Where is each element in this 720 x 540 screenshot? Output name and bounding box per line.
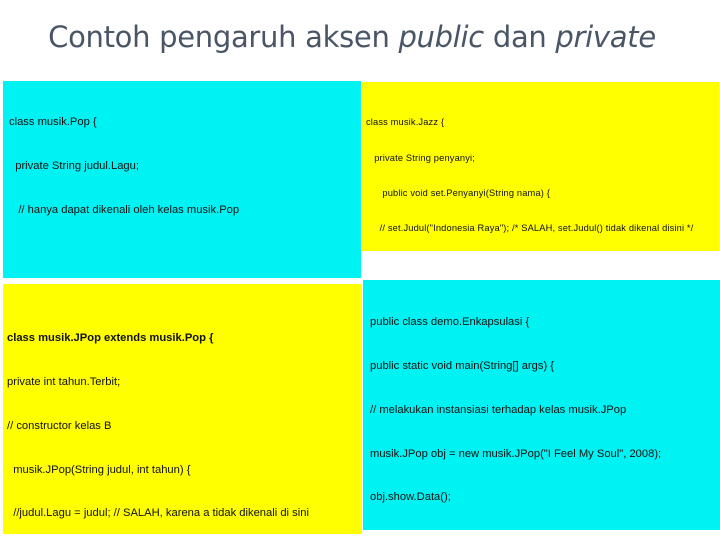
code-box-demo-enkapsulasi: [363, 280, 720, 530]
code-box-musik-jpop: [3, 284, 362, 534]
code-line: musik.JPop(String judul, int tahun) {: [7, 463, 191, 476]
code-box-musik-pop: [3, 81, 361, 278]
code-line: private String judul.Lagu;: [9, 159, 139, 172]
code-line: public static void main(String[] args) {: [370, 359, 555, 372]
code-line: class musik.JPop extends musik.Pop {: [7, 332, 214, 345]
code-line: class musik.Pop {: [9, 115, 97, 128]
code-line: class musik.Jazz {: [366, 117, 445, 128]
code-line: // hanya dapat dikenali oleh kelas musik.Pop: [9, 204, 240, 217]
code-line: // melakukan instansiasi terhadap kelas musik.JPop: [370, 403, 627, 416]
code-line: //judul.Lagu = judul; // SALAH, karena a tidak dikenali di sini: [7, 507, 309, 520]
code-box-musik-jazz: [362, 82, 719, 251]
code-line: private int tahun.Terbit;: [7, 375, 121, 388]
code-line: // set.Judul("Indonesia Raya"); /* SALAH, set.Judul() tidak dikenal disini */: [366, 222, 694, 233]
code-line: musik.JPop obj = new musik.JPop("I Feel My Soul", 2008);: [370, 447, 662, 460]
title-text: Contoh pengaruh aksen: [48, 20, 399, 54]
code-line: obj.show.Data();: [370, 491, 451, 504]
code-line: public void set.Penyanyi(String nama) {: [366, 187, 550, 198]
code-line: [9, 248, 361, 263]
code-line: public class demo.Enkapsulasi {: [370, 316, 530, 329]
code-line: private String penyanyi;: [366, 152, 475, 163]
title-public: public: [398, 20, 484, 54]
title-private: private: [555, 20, 656, 54]
code-line: // constructor kelas B: [7, 419, 112, 432]
title-mid: dan: [483, 20, 556, 54]
slide-title: [0, 20, 704, 54]
